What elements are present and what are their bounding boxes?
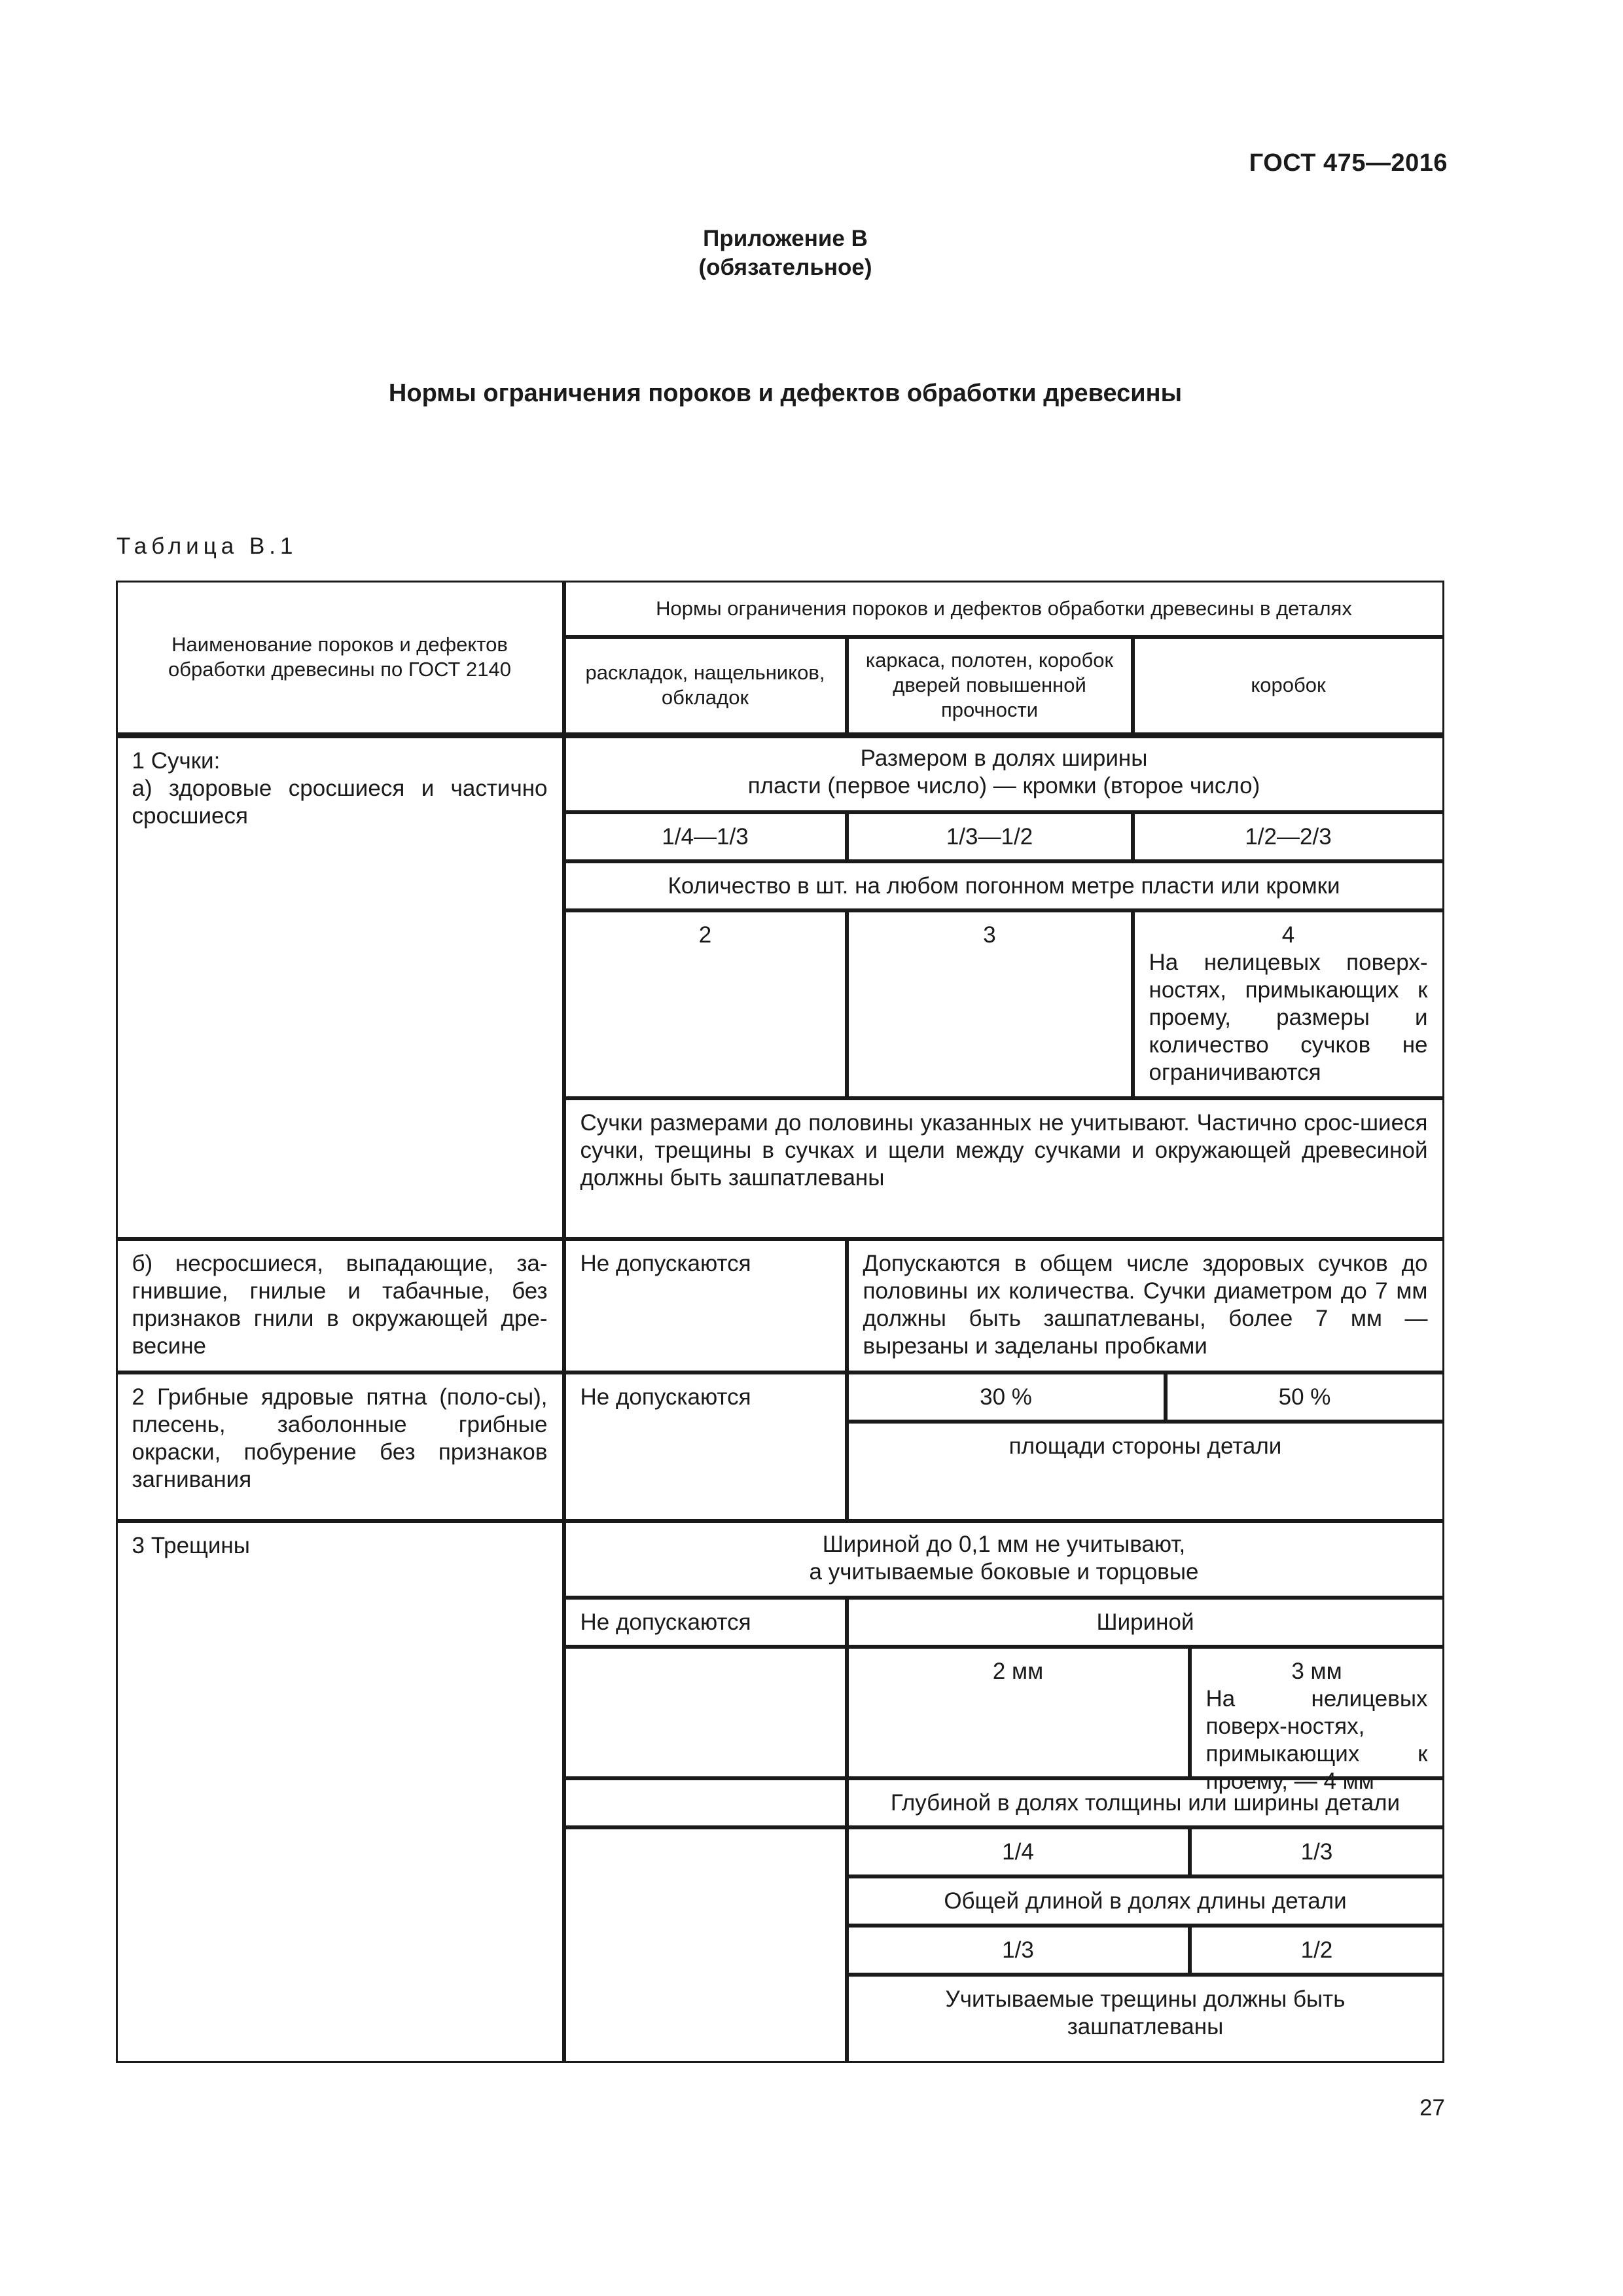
knots-count-col-2: 3 <box>847 910 1133 1098</box>
cracks-depth-title: Глубиной в долях толщины или ширины детали <box>847 1778 1444 1827</box>
count-value: 4 <box>1281 922 1295 948</box>
cracks-note: Учитываемые трещины должны быть зашпатлеваны <box>847 1975 1444 2063</box>
cracks-width-label: Шириной <box>847 1598 1444 1647</box>
document-number: ГОСТ 475—2016 <box>1249 149 1448 177</box>
defect-name-fungal: 2 Грибные ядровые пятна (поло-сы), плесень, заболонные грибные окраски, побурение без признаков загнивания <box>116 1372 564 1521</box>
text-line: Шириной до 0,1 мм не учитывают, <box>822 1531 1186 1557</box>
header-col-1: раскладок, нащельников, обкладок <box>564 637 847 736</box>
defect-name-line: а) здоровые сросшиеся и частично сросшиеся <box>132 775 548 829</box>
knots-count-col-1: 2 <box>564 910 847 1098</box>
appendix-heading <box>0 224 1571 282</box>
knots-count-title: Количество в шт. на любом погонном метре пласти или кромки <box>564 861 1444 910</box>
defect-name-knots <box>116 736 564 1239</box>
appendix-note: (обязательное) <box>698 255 872 280</box>
cracks-length-col-2: 1/3 <box>847 1926 1190 1975</box>
width-note: На нелицевых поверх-ностях, примыкающих к проему, — 4 мм <box>1205 1685 1428 1794</box>
cracks-col-1: Не допускаются <box>564 1598 847 1647</box>
cracks-empty-cell <box>564 1647 847 1778</box>
knots-count-col-3 <box>1133 910 1444 1098</box>
count-note: На нелицевых поверх-ностях, примыкающих к проему, размеры и количество сучков не ограничиваются <box>1149 949 1428 1085</box>
unsound-knots-col-1: Не допускаются <box>564 1239 847 1372</box>
unsound-knots-col-23: Допускаются в общем числе здоровых сучков до половины их количества. Сучки диаметром до 7 мм должны быть зашпатлеваны, более 7 мм — вырезаны и заделаны пробками <box>847 1239 1444 1372</box>
cracks-width-col-2: 2 мм <box>847 1647 1190 1778</box>
knots-note: Сучки размерами до половины указанных не учитывают. Частично срос-шиеся сучки, трещины в сучках и щели между сучками и окружающей древесиной должны быть зашпатлеваны <box>564 1098 1444 1239</box>
cracks-empty-cell <box>564 1778 847 1827</box>
fungal-col-2: 30 % <box>847 1372 1166 1422</box>
width-value: 3 мм <box>1291 1658 1342 1684</box>
text-line: Размером в долях ширины <box>860 745 1148 771</box>
norms-table <box>116 581 1445 2064</box>
cracks-empty-cell <box>564 1827 847 2063</box>
defect-name-unsound-knots: б) несросшиеся, выпадающие, за-гнившие, гнилые и табачные, без признаков гнили в окружающей дре-весине <box>116 1239 564 1372</box>
defect-name-cracks: 3 Трещины <box>116 1521 564 2063</box>
fungal-col-1: Не допускаются <box>564 1372 847 1521</box>
table-caption: Таблица В.1 <box>116 533 298 559</box>
page-number: 27 <box>1419 2095 1445 2121</box>
header-defect-name: Наименование пороков и дефектов обработки древесины по ГОСТ 2140 <box>116 581 564 736</box>
knots-size-col-1: 1/4—1/3 <box>564 812 847 861</box>
cracks-length-col-3: 1/2 <box>1190 1926 1444 1975</box>
cracks-width-col-3 <box>1190 1647 1444 1794</box>
knots-size-col-2: 1/3—1/2 <box>847 812 1133 861</box>
header-col-2: каркаса, полотен, коробок дверей повышенной прочности <box>847 637 1133 736</box>
header-group: Нормы ограничения пороков и дефектов обработки древесины в деталях <box>564 581 1444 637</box>
defect-name-line: 1 Сучки: <box>132 747 221 774</box>
text-line: а учитываемые боковые и торцовые <box>809 1558 1199 1585</box>
fungal-note: площади стороны детали <box>847 1422 1444 1521</box>
appendix-label: Приложение В <box>703 226 868 251</box>
cracks-width-title <box>564 1521 1444 1598</box>
knots-size-col-3: 1/2—2/3 <box>1133 812 1444 861</box>
knots-size-title <box>564 736 1444 812</box>
header-col-3: коробок <box>1133 637 1444 736</box>
text-line: пласти (первое число) — кромки (второе число) <box>747 772 1260 798</box>
page-title: Нормы ограничения пороков и дефектов обработки древесины <box>388 380 1183 407</box>
fungal-col-3: 50 % <box>1166 1372 1444 1422</box>
cracks-depth-col-3: 1/3 <box>1190 1827 1444 1876</box>
cracks-depth-col-2: 1/4 <box>847 1827 1190 1876</box>
cracks-length-title: Общей длиной в долях длины детали <box>847 1876 1444 1926</box>
